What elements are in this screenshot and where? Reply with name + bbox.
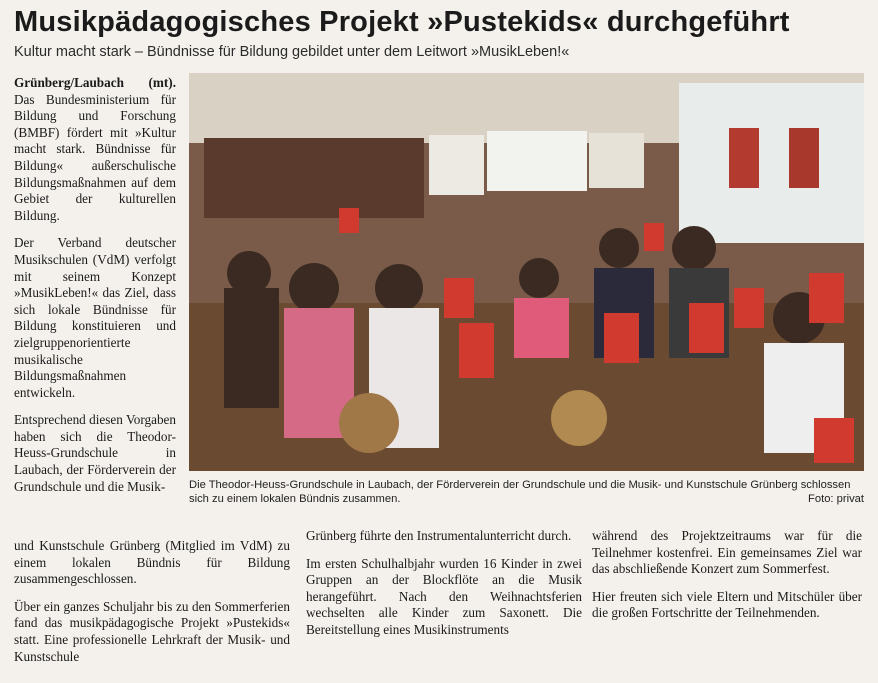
paragraph: Grünberg führte den Instrumentalunterricht durch. — [306, 528, 572, 543]
caption-text: Die Theodor-Heuss-Grundschule in Laubach, der Förderverein der Grundschule und die Musik- und Kunstschule Grünberg schlossen sich zu einem lokalen Bündnis zusammen. — [189, 479, 851, 505]
classroom-photo — [189, 73, 864, 471]
photo-caption — [189, 478, 864, 506]
photo-credit: Foto: privat — [808, 493, 864, 505]
dateline: Grünberg/Laubach (mt). — [14, 75, 176, 90]
paragraph — [14, 75, 176, 224]
paragraph: Der Verband deutscher Musikschulen (VdM) verfolgt mit seinem Konzept »MusikLeben!« das Ziel, dass sich lokale Bündnisse für Bildung konstituieren und zielgruppenorientierte musikalische Bildungsmaßnahmen entwickeln. — [14, 235, 176, 400]
article-column-1 — [14, 75, 176, 506]
subheadline: Kultur macht stark – Bündnisse für Bildung gebildet unter dem Leitwort »MusikLeben!« — [14, 44, 570, 60]
article-column-3 — [592, 528, 862, 633]
paragraph: und Kunstschule Grünberg (Mitglied im VdM) zu einem lokalen Bündnis für Bildung zusammengeschlossen. — [14, 538, 290, 587]
headline: Musikpädagogisches Projekt »Pustekids« durchgeführt — [14, 6, 790, 38]
paragraph: Über ein ganzes Schuljahr bis zu den Sommerferien fand das musikpädagogische Projekt »Pustekids« statt. Eine professionelle Lehrkraft der Musik- und Kunstschule — [14, 598, 290, 664]
paragraph: Hier freuten sich viele Eltern und Mitschüler über die großen Fortschritte der Teilnehmenden. — [592, 588, 862, 621]
article-column-2 — [306, 528, 582, 650]
paragraph: Entsprechend diesen Vorgaben haben sich die Theodor-Heuss-Grundschule in Laubach, der Förderverein der Grundschule und die Musik- — [14, 412, 176, 494]
paragraph-text: Das Bundesministerium für Bildung und Forschung (BMBF) fördert mit »Kultur macht stark. Bündnisse für Bildung« außerschulische Bildungsmaßnahmen auf dem Gebiet der kulturellen Bildung. — [14, 91, 176, 223]
paragraph: Im ersten Schulhalbjahr wurden 16 Kinder in zwei Gruppen an der Blockflöte an die Musik herangeführt. Nach den Weihnachtsferien wechselten alle Kinder zum Saxonett. Die Bereitstellung eines Musikinstruments — [306, 555, 582, 637]
article-photo — [189, 73, 864, 471]
paragraph: während des Projektzeitraums war für die Teilnehmer kostenfrei. Ein gemeinsames Ziel war das abschließende Konzert zum Sommerfest. — [592, 528, 862, 577]
article-column-1-continued — [14, 538, 290, 676]
